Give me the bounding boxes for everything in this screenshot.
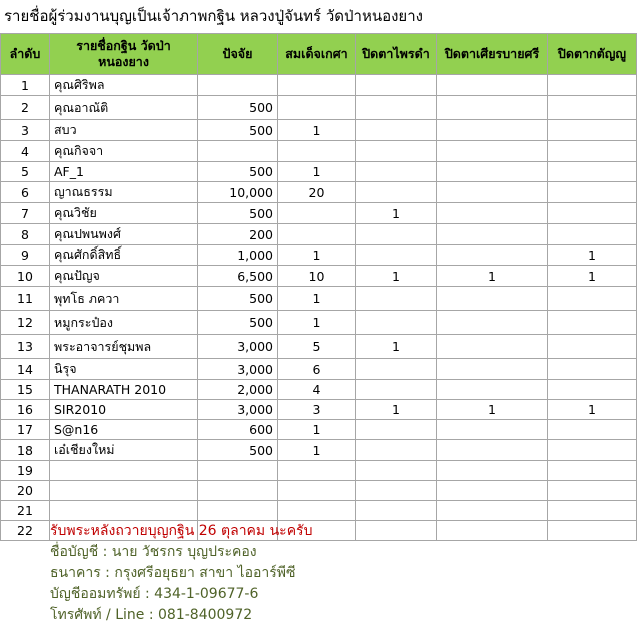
- cell-c1[interactable]: 6: [278, 359, 356, 380]
- cell-c2[interactable]: [356, 359, 437, 380]
- cell-c2[interactable]: 1: [356, 400, 437, 420]
- cell-c2[interactable]: [356, 420, 437, 440]
- cell-c2[interactable]: [356, 245, 437, 266]
- cell-no[interactable]: 4: [1, 141, 50, 162]
- cell-c3[interactable]: [437, 75, 548, 96]
- header-row: [1, 34, 637, 75]
- cell-c1[interactable]: 1: [278, 440, 356, 461]
- cell-amount[interactable]: [198, 481, 278, 501]
- table-row: [1, 481, 637, 501]
- header-name[interactable]: [50, 34, 198, 75]
- cell-c1[interactable]: 1: [278, 120, 356, 141]
- cell-c1[interactable]: [278, 141, 356, 162]
- cell-c3[interactable]: [437, 162, 548, 182]
- cell-c3[interactable]: [437, 182, 548, 203]
- footer-phone[interactable]: โทรศัพท์ / Line : 081-8400972: [50, 607, 253, 623]
- cell-c3[interactable]: [437, 481, 548, 501]
- cell-name[interactable]: คุณกิจจา: [50, 141, 198, 162]
- donor-table: [0, 33, 637, 541]
- cell-amount[interactable]: [198, 501, 278, 521]
- cell-amount[interactable]: 3,000: [198, 335, 278, 359]
- cell-amount[interactable]: 500: [198, 162, 278, 182]
- cell-c2[interactable]: [356, 141, 437, 162]
- cell-c1[interactable]: [278, 461, 356, 481]
- cell-c4[interactable]: [548, 440, 637, 461]
- cell-name[interactable]: SIR2010: [50, 400, 198, 420]
- cell-c4[interactable]: [548, 380, 637, 400]
- cell-amount[interactable]: 200: [198, 224, 278, 245]
- footer-thanks[interactable]: รับพระหลังถวายบุญกฐิน 26 ตุลาคม นะครับ: [50, 523, 313, 539]
- cell-c2[interactable]: [356, 120, 437, 141]
- cell-name[interactable]: [50, 461, 198, 481]
- cell-c2[interactable]: [356, 311, 437, 335]
- cell-name[interactable]: คุณศิริพล: [50, 75, 198, 96]
- cell-name[interactable]: พระอาจารย์ชุมพล: [50, 335, 198, 359]
- header-name-line2: หนองยาง: [98, 54, 149, 69]
- table-row: [1, 287, 637, 311]
- cell-c3[interactable]: 1: [437, 400, 548, 420]
- cell-c3[interactable]: [437, 96, 548, 120]
- table-row: [1, 120, 637, 141]
- table-row: [1, 311, 637, 335]
- cell-c4[interactable]: [548, 481, 637, 501]
- cell-c4[interactable]: [548, 335, 637, 359]
- cell-amount[interactable]: 10,000: [198, 182, 278, 203]
- header-amount[interactable]: ปัจจัย: [198, 34, 278, 75]
- cell-c1[interactable]: 1: [278, 311, 356, 335]
- table-row: [1, 400, 637, 420]
- cell-amount[interactable]: 600: [198, 420, 278, 440]
- cell-c4[interactable]: [548, 311, 637, 335]
- sheet-title: รายชื่อผู้ร่วมงานบุญเป็นเจ้าภาพกฐิน หลวงปู่จันทร์ วัดป่าหนองยาง: [4, 7, 423, 25]
- cell-c4[interactable]: 1: [548, 266, 637, 287]
- cell-no[interactable]: 20: [1, 481, 50, 501]
- cell-name[interactable]: หมูกระป๋อง: [50, 311, 198, 335]
- table-body: [1, 75, 637, 541]
- header-c2[interactable]: ปิดตาไพรดำ: [356, 34, 437, 75]
- table-row: [1, 420, 637, 440]
- cell-c2[interactable]: [356, 481, 437, 501]
- cell-no[interactable]: 16: [1, 400, 50, 420]
- table-row: [1, 266, 637, 287]
- cell-c1[interactable]: 3: [278, 400, 356, 420]
- cell-c2[interactable]: [356, 380, 437, 400]
- cell-name[interactable]: AF_1: [50, 162, 198, 182]
- cell-c4[interactable]: [548, 96, 637, 120]
- cell-c4[interactable]: 1: [548, 400, 637, 420]
- cell-amount[interactable]: 6,500: [198, 266, 278, 287]
- cell-c3[interactable]: [437, 521, 548, 541]
- cell-no[interactable]: 11: [1, 287, 50, 311]
- cell-name[interactable]: คุณปพนพงศ์: [50, 224, 198, 245]
- header-name-line1: รายชื่อกฐิน วัดป่า: [76, 38, 171, 53]
- cell-c2[interactable]: [356, 287, 437, 311]
- cell-c1[interactable]: 1: [278, 287, 356, 311]
- cell-c3[interactable]: [437, 311, 548, 335]
- cell-no[interactable]: 10: [1, 266, 50, 287]
- cell-c4[interactable]: 1: [548, 245, 637, 266]
- cell-c1[interactable]: 5: [278, 335, 356, 359]
- cell-amount[interactable]: 500: [198, 287, 278, 311]
- cell-c2[interactable]: [356, 461, 437, 481]
- cell-c3[interactable]: [437, 287, 548, 311]
- cell-c1[interactable]: [278, 481, 356, 501]
- table-row: [1, 224, 637, 245]
- cell-name[interactable]: คุณปัญจ: [50, 266, 198, 287]
- cell-c2[interactable]: [356, 162, 437, 182]
- cell-c2[interactable]: [356, 96, 437, 120]
- cell-no[interactable]: 8: [1, 224, 50, 245]
- table-row: [1, 141, 637, 162]
- cell-c2[interactable]: [356, 75, 437, 96]
- cell-no[interactable]: 2: [1, 96, 50, 120]
- table-row: [1, 335, 637, 359]
- table-row: [1, 203, 637, 224]
- cell-name[interactable]: ญาณธรรม: [50, 182, 198, 203]
- table-row: [1, 461, 637, 481]
- cell-c3[interactable]: [437, 501, 548, 521]
- cell-c4[interactable]: [548, 141, 637, 162]
- cell-c3[interactable]: [437, 335, 548, 359]
- cell-c3[interactable]: [437, 245, 548, 266]
- cell-no[interactable]: 7: [1, 203, 50, 224]
- cell-no[interactable]: 22: [1, 521, 50, 541]
- cell-name[interactable]: THANARATH 2010: [50, 380, 198, 400]
- table-row: [1, 96, 637, 120]
- cell-c4[interactable]: [548, 521, 637, 541]
- table-row: [1, 75, 637, 96]
- cell-c4[interactable]: [548, 120, 637, 141]
- cell-no[interactable]: 19: [1, 461, 50, 481]
- footer-account-name[interactable]: ชื่อบัญชี : นาย วัชรกร บุญประคอง: [50, 544, 257, 560]
- cell-c2[interactable]: [356, 440, 437, 461]
- cell-c3[interactable]: [437, 380, 548, 400]
- cell-c4[interactable]: [548, 203, 637, 224]
- cell-no[interactable]: 5: [1, 162, 50, 182]
- cell-c4[interactable]: [548, 501, 637, 521]
- cell-amount[interactable]: [198, 461, 278, 481]
- footer-account-no[interactable]: บัญชีออมทรัพย์ : 434-1-09677-6: [50, 586, 259, 602]
- footer-notes: [50, 521, 312, 626]
- cell-amount[interactable]: 500: [198, 311, 278, 335]
- table-row: [1, 440, 637, 461]
- table-row: [1, 380, 637, 400]
- cell-amount[interactable]: 500: [198, 203, 278, 224]
- cell-name[interactable]: เอ๋เชียงใหม่: [50, 440, 198, 461]
- cell-c4[interactable]: [548, 182, 637, 203]
- cell-name[interactable]: คุณอาณัติ: [50, 96, 198, 120]
- cell-no[interactable]: 18: [1, 440, 50, 461]
- footer-bank[interactable]: ธนาคาร : กรุงศรีอยุธยา สาขา ไออาร์พีซี: [50, 565, 296, 581]
- cell-amount[interactable]: [198, 75, 278, 96]
- cell-c3[interactable]: [437, 461, 548, 481]
- table-row: [1, 182, 637, 203]
- cell-c4[interactable]: [548, 461, 637, 481]
- cell-no[interactable]: 3: [1, 120, 50, 141]
- cell-name[interactable]: S@n16: [50, 420, 198, 440]
- cell-c3[interactable]: [437, 440, 548, 461]
- cell-c4[interactable]: [548, 359, 637, 380]
- cell-c2[interactable]: [356, 224, 437, 245]
- cell-c1[interactable]: [278, 203, 356, 224]
- cell-c2[interactable]: [356, 501, 437, 521]
- cell-no[interactable]: 17: [1, 420, 50, 440]
- cell-no[interactable]: 15: [1, 380, 50, 400]
- header-c4[interactable]: ปิดตากตัญญู: [548, 34, 637, 75]
- header-c1[interactable]: สมเด็จเกศา: [278, 34, 356, 75]
- cell-amount[interactable]: 500: [198, 96, 278, 120]
- cell-name[interactable]: คุณวิชัย: [50, 203, 198, 224]
- cell-c3[interactable]: [437, 141, 548, 162]
- cell-c1[interactable]: [278, 75, 356, 96]
- cell-no[interactable]: 21: [1, 501, 50, 521]
- cell-c1[interactable]: [278, 224, 356, 245]
- cell-c3[interactable]: [437, 359, 548, 380]
- cell-name[interactable]: [50, 501, 198, 521]
- cell-name[interactable]: สบว: [50, 120, 198, 141]
- cell-c2[interactable]: 1: [356, 203, 437, 224]
- table-row: [1, 501, 637, 521]
- cell-no[interactable]: 14: [1, 359, 50, 380]
- cell-amount[interactable]: [198, 141, 278, 162]
- cell-amount[interactable]: 500: [198, 120, 278, 141]
- cell-name[interactable]: คุณศักดิ์สิทธิ์: [50, 245, 198, 266]
- cell-amount[interactable]: 2,000: [198, 380, 278, 400]
- cell-c3[interactable]: [437, 224, 548, 245]
- cell-c4[interactable]: [548, 224, 637, 245]
- cell-c2[interactable]: 1: [356, 335, 437, 359]
- cell-c4[interactable]: [548, 75, 637, 96]
- table-row: [1, 245, 637, 266]
- cell-c1[interactable]: 20: [278, 182, 356, 203]
- cell-name[interactable]: นิรุจ: [50, 359, 198, 380]
- cell-no[interactable]: 6: [1, 182, 50, 203]
- cell-no[interactable]: 9: [1, 245, 50, 266]
- cell-c1[interactable]: 1: [278, 162, 356, 182]
- cell-no[interactable]: 13: [1, 335, 50, 359]
- cell-amount[interactable]: 3,000: [198, 359, 278, 380]
- cell-c2[interactable]: [356, 521, 437, 541]
- header-no[interactable]: ลำดับ: [1, 34, 50, 75]
- cell-name[interactable]: พุทโธ ภควา: [50, 287, 198, 311]
- cell-c4[interactable]: [548, 287, 637, 311]
- cell-amount[interactable]: 500: [198, 440, 278, 461]
- cell-c1[interactable]: 1: [278, 245, 356, 266]
- table-row: [1, 359, 637, 380]
- cell-c2[interactable]: [356, 182, 437, 203]
- cell-c2[interactable]: 1: [356, 266, 437, 287]
- cell-c4[interactable]: [548, 162, 637, 182]
- cell-c1[interactable]: 4: [278, 380, 356, 400]
- cell-c3[interactable]: [437, 203, 548, 224]
- cell-c4[interactable]: [548, 420, 637, 440]
- cell-c1[interactable]: [278, 96, 356, 120]
- cell-no[interactable]: 1: [1, 75, 50, 96]
- cell-c1[interactable]: 1: [278, 420, 356, 440]
- table-row: [1, 162, 637, 182]
- cell-name[interactable]: [50, 481, 198, 501]
- cell-amount[interactable]: 3,000: [198, 400, 278, 420]
- cell-c3[interactable]: [437, 420, 548, 440]
- cell-no[interactable]: 12: [1, 311, 50, 335]
- cell-c1[interactable]: [278, 501, 356, 521]
- cell-amount[interactable]: 1,000: [198, 245, 278, 266]
- cell-c3[interactable]: 1: [437, 266, 548, 287]
- cell-c3[interactable]: [437, 120, 548, 141]
- header-c3[interactable]: ปิดตาเศียรบายศรี: [437, 34, 548, 75]
- cell-c1[interactable]: 10: [278, 266, 356, 287]
